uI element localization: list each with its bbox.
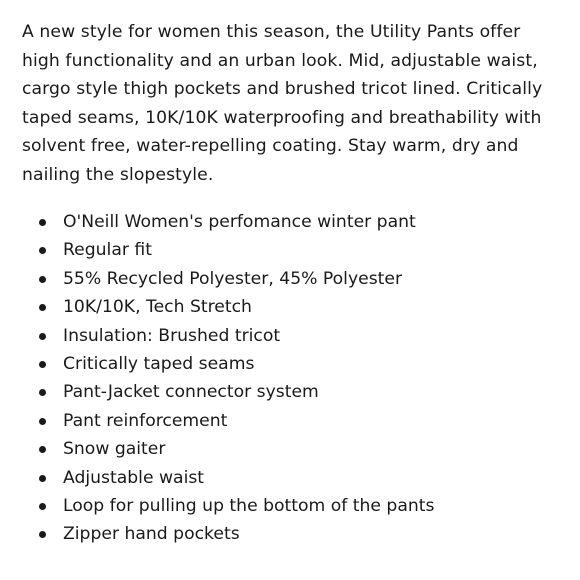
product-details	[22, 18, 562, 549]
feature-item	[22, 265, 562, 293]
bullet-icon	[39, 475, 46, 482]
feature-item	[22, 208, 562, 236]
feature-item	[22, 322, 562, 350]
feature-item	[22, 350, 562, 378]
feature-item	[22, 378, 562, 406]
bullet-icon	[39, 389, 46, 396]
bullet-icon	[39, 418, 46, 425]
bullet-icon	[39, 276, 46, 283]
product-description: A new style for women this season, the Utility Pants offer high functionality and an urban look. Mid, adjustable waist, cargo style thigh pockets and brushed tricot lined. Critically taped seams, 10K/10K waterproofing and breathability with solvent free, water-repelling coating. Stay warm, dry and nailing the slopestyle.	[22, 22, 543, 185]
bullet-icon	[39, 503, 46, 510]
feature-text: Loop for pulling up the bottom of the pants	[63, 496, 435, 517]
feature-item	[22, 293, 562, 321]
bullet-icon	[39, 219, 46, 226]
feature-text: Adjustable waist	[63, 467, 205, 488]
feature-item	[22, 520, 562, 548]
bullet-icon	[39, 333, 46, 340]
bullet-icon	[39, 247, 46, 254]
feature-item	[22, 464, 562, 492]
feature-text: Zipper hand pockets	[63, 524, 240, 545]
feature-item	[22, 407, 562, 435]
feature-text: Insulation: Brushed tricot	[63, 325, 281, 346]
feature-text: Snow gaiter	[63, 439, 166, 460]
feature-item	[22, 492, 562, 520]
feature-text: 10K/10K, Tech Stretch	[63, 297, 252, 318]
feature-list	[22, 208, 562, 549]
feature-item	[22, 236, 562, 264]
feature-item	[22, 435, 562, 463]
feature-text: O'Neill Women's perfomance winter pant	[63, 212, 416, 232]
feature-text: 55% Recycled Polyester, 45% Polyester	[63, 268, 403, 289]
bullet-icon	[39, 531, 46, 538]
bullet-icon	[39, 304, 46, 311]
bullet-icon	[39, 361, 46, 368]
feature-text: Pant reinforcement	[63, 410, 228, 431]
feature-text: Pant-Jacket connector system	[63, 382, 319, 403]
feature-text: Regular fit	[63, 240, 152, 261]
feature-text: Critically taped seams	[63, 354, 255, 375]
bullet-icon	[39, 446, 46, 453]
